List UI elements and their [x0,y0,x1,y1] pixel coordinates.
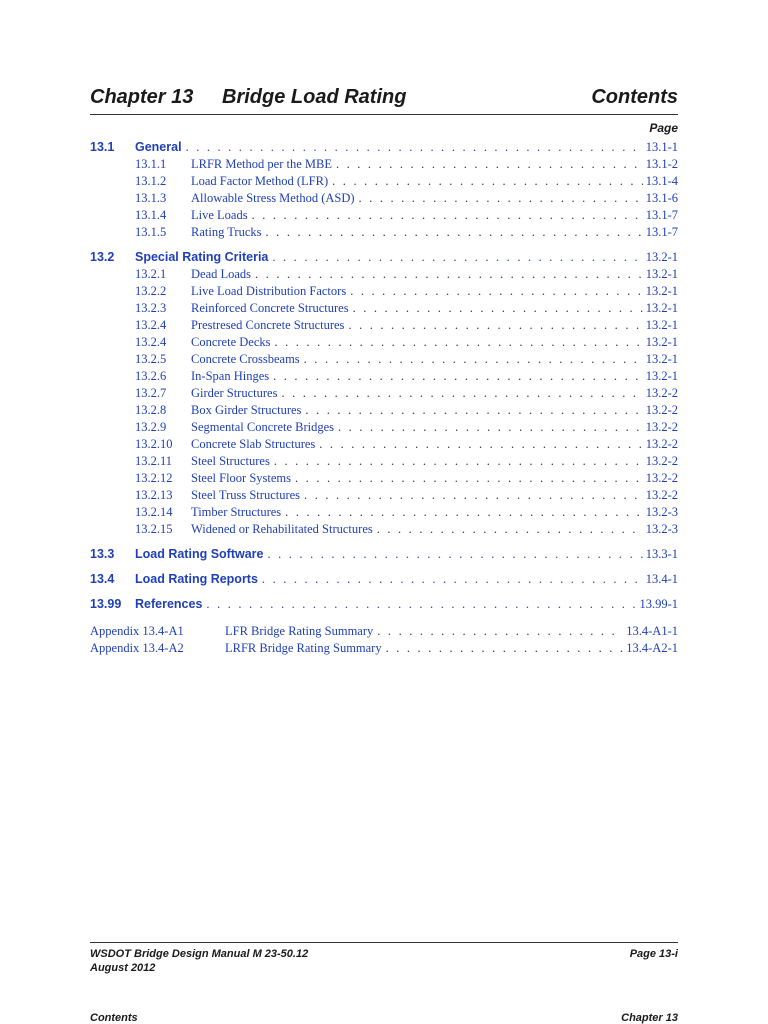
leader-dots [274,453,643,470]
item-number: 13.1.1 [135,157,167,171]
item-page: 13.1-7 [643,224,678,241]
appendix-title: LFR Bridge Rating Summary [225,623,377,640]
item-number: 13.2.13 [135,488,173,502]
toc-item[interactable] [90,351,678,368]
item-page: 13.2-2 [643,436,678,453]
chapter-title: Bridge Load Rating [222,86,407,108]
section-number: 13.2 [90,250,115,264]
item-number: 13.1.2 [135,174,167,188]
leader-dots [386,640,624,657]
toc-item[interactable] [90,266,678,283]
leader-dots [377,521,643,538]
item-page: 13.2-3 [643,521,678,538]
section-title: Load Rating Reports [135,571,262,588]
item-page: 13.2-2 [643,453,678,470]
item-number: 13.2.11 [135,454,173,468]
section-number: 13.99 [90,597,122,611]
page-number: Page 13-i [629,948,678,960]
section-page: 13.2-1 [643,249,678,266]
section-gap [90,241,678,249]
leader-dots [353,300,643,317]
toc-item[interactable] [90,207,678,224]
leader-dots [274,334,642,351]
section-title: General [135,139,186,156]
item-page: 13.2-2 [643,385,678,402]
item-number: 13.2.8 [135,403,167,417]
section-gap [90,538,678,546]
toc-appendix[interactable] [90,623,678,640]
item-page: 13.2-3 [643,504,678,521]
leader-dots [319,436,642,453]
item-title: Widened or Rehabilitated Structures [191,521,377,538]
toc-item[interactable] [90,300,678,317]
item-title: Concrete Decks [191,334,274,351]
item-number: 13.1.4 [135,208,167,222]
item-number: 13.2.9 [135,420,167,434]
toc-section-13-1[interactable] [90,139,678,156]
document-page [90,0,678,1024]
section-gap [90,588,678,596]
item-page: 13.2-1 [643,266,678,283]
leader-dots [348,317,642,334]
item-title: Reinforced Concrete Structures [191,300,353,317]
item-title: Segmental Concrete Bridges [191,419,338,436]
appendix-page: 13.4-A1-1 [623,623,678,640]
item-page: 13.2-1 [643,300,678,317]
toc-item[interactable] [90,224,678,241]
table-of-contents [90,139,678,657]
publication-date: August 2012 [90,962,156,974]
item-page: 13.2-2 [643,470,678,487]
item-number: 13.2.7 [135,386,167,400]
item-page: 13.1-2 [643,156,678,173]
toc-item[interactable] [90,504,678,521]
item-page: 13.1-6 [643,190,678,207]
toc-item[interactable] [90,402,678,419]
toc-section-13-4[interactable] [90,571,678,588]
leader-dots [377,623,623,640]
section-page: 13.3-1 [643,546,678,563]
item-title: In-Span Hinges [191,368,273,385]
section-number: 13.1 [90,140,115,154]
section-title: Special Rating Criteria [135,249,272,266]
item-title: Steel Truss Structures [191,487,304,504]
item-title: Rating Trucks [191,224,266,241]
leader-dots [262,571,643,588]
section-title: Load Rating Software [135,546,267,563]
leader-dots [304,351,643,368]
section-number: 13.4 [90,572,115,586]
section-number: 13.3 [90,547,115,561]
leader-dots [266,224,643,241]
leader-dots [295,470,643,487]
toc-item[interactable] [90,156,678,173]
item-title: Prestresed Concrete Structures [191,317,348,334]
item-number: 13.2.12 [135,471,173,485]
leader-dots [285,504,643,521]
toc-item[interactable] [90,385,678,402]
section-title: References [135,596,206,613]
toc-section-13-3[interactable] [90,546,678,563]
item-title: Concrete Slab Structures [191,436,319,453]
item-number: 13.2.1 [135,267,167,281]
leader-dots [338,419,643,436]
item-page: 13.2-2 [643,487,678,504]
item-number: 13.2.5 [135,352,167,366]
item-title: Girder Structures [191,385,281,402]
item-number: 13.2.3 [135,301,167,315]
item-number: 13.2.2 [135,284,167,298]
leader-dots [359,190,643,207]
leader-dots [255,266,643,283]
appendix-title: LRFR Bridge Rating Summary [225,640,386,657]
appendix-number: Appendix 13.4-A1 [90,624,184,638]
toc-item[interactable] [90,419,678,436]
manual-title: WSDOT Bridge Design Manual M 23-50.12 [90,948,309,960]
item-title: LRFR Method per the MBE [191,156,336,173]
item-number: 13.2.14 [135,505,173,519]
leader-dots [305,402,642,419]
leader-dots [272,249,642,266]
item-title: Box Girder Structures [191,402,305,419]
item-page: 13.2-1 [643,368,678,385]
item-page: 13.2-1 [643,283,678,300]
item-page: 13.2-1 [643,334,678,351]
item-title: Steel Structures [191,453,274,470]
toc-item[interactable] [90,190,678,207]
toc-item[interactable] [90,521,678,538]
item-number: 13.2.15 [135,522,173,536]
leader-dots [281,385,642,402]
section-page: 13.4-1 [643,571,678,588]
toc-item[interactable] [90,436,678,453]
leader-dots [206,596,636,613]
item-number: 13.2.4 [135,318,167,332]
section-page: 13.1-1 [643,139,678,156]
leader-dots [186,139,643,156]
toc-item[interactable] [90,283,678,300]
item-number: 13.1.5 [135,225,167,239]
item-title: Live Loads [191,207,252,224]
item-page: 13.1-7 [643,207,678,224]
section-gap [90,563,678,571]
leader-dots [304,487,643,504]
item-page: 13.2-2 [643,402,678,419]
item-title: Timber Structures [191,504,285,521]
leader-dots [267,546,642,563]
toc-item[interactable] [90,334,678,351]
item-title: Steel Floor Systems [191,470,295,487]
footer-rule [90,942,678,943]
toc-section-13-99[interactable] [90,596,678,613]
item-title: Load Factor Method (LFR) [191,173,332,190]
running-footer-left: Contents [90,1012,138,1024]
contents-heading: Contents [591,86,678,108]
toc-item[interactable] [90,173,678,190]
item-title: Live Load Distribution Factors [191,283,350,300]
section-page: 13.99-1 [636,596,678,613]
toc-item[interactable] [90,487,678,504]
appendix-number: Appendix 13.4-A2 [90,641,184,655]
item-page: 13.1-4 [643,173,678,190]
running-footer-right: Chapter 13 [621,1012,678,1024]
item-page: 13.2-1 [643,317,678,334]
leader-dots [336,156,643,173]
leader-dots [350,283,643,300]
item-title: Allowable Stress Method (ASD) [191,190,359,207]
toc-item[interactable] [90,470,678,487]
item-page: 13.2-2 [643,419,678,436]
leader-dots [273,368,643,385]
item-page: 13.2-1 [643,351,678,368]
item-title: Concrete Crossbeams [191,351,304,368]
toc-item[interactable] [90,317,678,334]
leader-dots [332,173,643,190]
appendix-page: 13.4-A2-1 [623,640,678,657]
leader-dots [252,207,643,224]
item-title: Dead Loads [191,266,255,283]
appendix-gap [90,613,678,623]
item-number: 13.2.6 [135,369,167,383]
page-column-label: Page [649,121,678,135]
item-number: 13.2.10 [135,437,173,451]
item-number: 13.2.4 [135,335,167,349]
chapter-number: Chapter 13 [90,86,194,108]
toc-section-13-2[interactable] [90,249,678,266]
toc-appendix[interactable] [90,640,678,657]
header-rule [90,114,678,115]
toc-item[interactable] [90,368,678,385]
item-number: 13.1.3 [135,191,167,205]
page-header [90,86,678,116]
toc-item[interactable] [90,453,678,470]
